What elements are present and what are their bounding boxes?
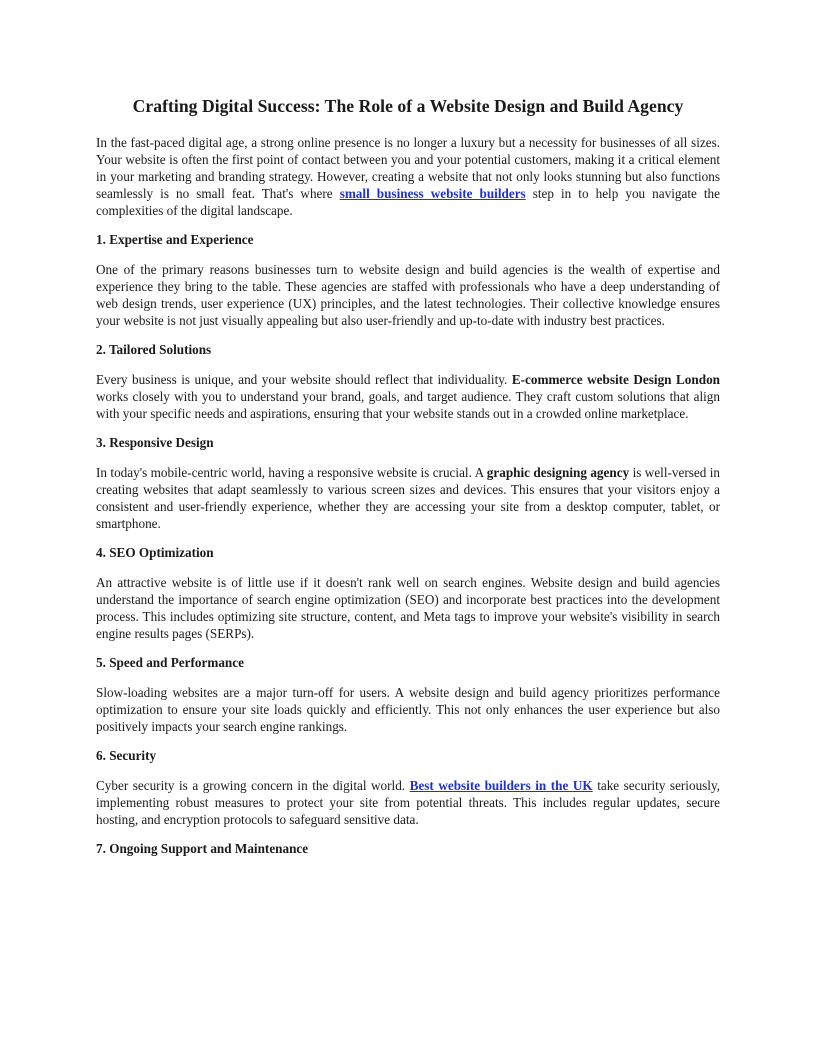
security-text-before: Cyber security is a growing concern in the digital world.: [96, 778, 410, 793]
small-business-website-builders-link[interactable]: small business website builders: [339, 186, 526, 201]
section-heading-support: 7. Ongoing Support and Maintenance: [96, 841, 309, 856]
tailored-text-after: works closely with you to understand your brand, goals, and target audience. They craft custom solutions that align with your specific needs and aspirations, ensuring that your website stands out in a crowded online marketplace.: [96, 389, 720, 421]
intro-paragraph: [96, 134, 720, 219]
section-text-expertise: One of the primary reasons businesses turn to website design and build agencies is the wealth of expertise and experience they bring to the table. These agencies are staffed with professionals who have a deep understanding of web design trends, user experience (UX) principles, and the latest technologies. Their collective knowledge ensures your website is not just visually appealing but also user-friendly and up-to-date with industry best practices.: [96, 262, 720, 328]
section-text-tailored: [96, 371, 720, 422]
section-heading-seo: 4. SEO Optimization: [96, 545, 214, 560]
graphic-designing-agency-bold: graphic designing agency: [486, 465, 630, 480]
best-website-builders-uk-link[interactable]: Best website builders in the UK: [409, 778, 593, 793]
section-heading-speed: 5. Speed and Performance: [96, 655, 244, 670]
document-page: [96, 0, 720, 857]
section-text-seo: An attractive website is of little use if it doesn't rank well on search engines. Website design and build agencies understand the importance of search engine optimization (SEO) and incorporate best practices into the development process. This includes optimizing site structure, content, and Meta tags to improve your website's visibility in search engine results pages (SERPs).: [96, 575, 720, 641]
responsive-text-after: is well-versed in creating websites that adapt seamlessly to various screen sizes and devices. This ensures that your visitors enjoy a consistent and user-friendly experience, whether they are accessing your site from a desktop computer, tablet, or smartphone.: [96, 465, 720, 531]
section-heading-expertise: 1. Expertise and Experience: [96, 232, 254, 247]
section-heading-responsive: 3. Responsive Design: [96, 435, 214, 450]
section-text-security: [96, 777, 720, 828]
responsive-text-before: In today's mobile-centric world, having a responsive website is crucial. A: [96, 465, 487, 480]
section-heading-security: 6. Security: [96, 748, 157, 763]
page-title: Crafting Digital Success: The Role of a Website Design and Build Agency: [132, 96, 684, 116]
section-heading-tailored: 2. Tailored Solutions: [96, 342, 212, 357]
security-text-after: take security seriously, implementing robust measures to protect your site from potential threats. This includes regular updates, secure hosting, and encryption protocols to safeguard sensitive data.: [96, 778, 720, 827]
section-text-responsive: [96, 464, 720, 532]
intro-text-after: step in to help you navigate the complexities of the digital landscape.: [96, 186, 720, 218]
ecommerce-design-london-bold: E-commerce website Design London: [511, 372, 721, 387]
intro-text-before: In the fast-paced digital age, a strong online presence is no longer a luxury but a necessity for businesses of all sizes. Your website is often the first point of contact between you and your potential customers, making it a critical element in your marketing and branding strategy. However, creating a website that not only looks stunning but also functions seamlessly is no small feat. That's where: [96, 135, 720, 201]
tailored-text-before: Every business is unique, and your website should reflect that individuality.: [96, 372, 512, 387]
section-text-speed: Slow-loading websites are a major turn-off for users. A website design and build agency prioritizes performance optimization to ensure your site loads quickly and efficiently. This not only enhances the user experience but also positively impacts your search engine rankings.: [96, 685, 720, 734]
